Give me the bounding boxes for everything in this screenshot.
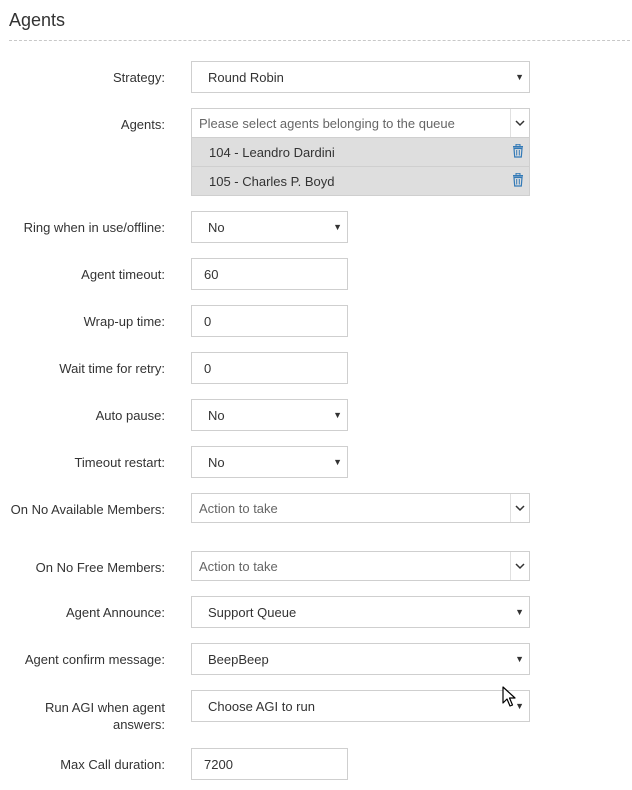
no-available-label: On No Available Members: — [10, 502, 165, 517]
no-free-label: On No Free Members: — [35, 560, 165, 575]
max-call-label: Max Call duration: — [60, 757, 165, 772]
agents-label: Agents: — [120, 117, 165, 132]
timeout-restart-label: Timeout restart: — [74, 455, 165, 470]
auto-pause-label: Auto pause: — [95, 408, 165, 423]
strategy-label: Strategy: — [112, 70, 165, 85]
caret-down-icon: ▼ — [333, 457, 342, 467]
no-free-placeholder: Action to take — [199, 558, 278, 574]
timeout-restart-select[interactable] — [191, 446, 348, 478]
agent-announce-value: Support Queue — [208, 604, 297, 620]
ring-in-use-label: Ring when in use/offline: — [23, 220, 165, 235]
timeout-restart-value: No — [208, 454, 225, 470]
agents-placeholder: Please select agents belonging to the queue — [199, 115, 455, 131]
selected-agent-chip — [192, 166, 529, 195]
auto-pause-value: No — [208, 407, 225, 423]
no-free-select[interactable] — [191, 551, 530, 581]
wait-retry-input[interactable] — [191, 352, 348, 384]
section-title: Agents — [9, 10, 66, 30]
wrapup-time-value: 0 — [204, 313, 212, 329]
no-available-placeholder: Action to take — [199, 500, 278, 516]
agent-confirm-select[interactable] — [191, 643, 530, 675]
no-available-select[interactable] — [191, 493, 530, 523]
max-call-value: 7200 — [204, 756, 233, 772]
agent-confirm-value: BeepBeep — [208, 651, 269, 667]
wrapup-time-input[interactable] — [191, 305, 348, 337]
chevron-down-icon[interactable] — [510, 552, 529, 580]
selected-agent-name: 104 - Leandro Dardini — [209, 144, 335, 160]
caret-down-icon: ▼ — [515, 701, 524, 711]
wrapup-time-label: Wrap-up time: — [83, 314, 165, 329]
ring-in-use-select[interactable] — [191, 211, 348, 243]
run-agi-label: Run AGI when agent answers: — [45, 700, 165, 732]
selected-agent-chip — [192, 137, 529, 166]
strategy-select[interactable] — [191, 61, 530, 93]
agent-announce-select[interactable] — [191, 596, 530, 628]
agent-timeout-label: Agent timeout: — [81, 267, 165, 282]
auto-pause-select[interactable] — [191, 399, 348, 431]
wait-retry-value: 0 — [204, 360, 212, 376]
trash-icon[interactable] — [512, 144, 524, 158]
strategy-value: Round Robin — [208, 69, 284, 85]
caret-down-icon: ▼ — [515, 72, 524, 82]
selected-agents-list — [191, 137, 530, 196]
selected-agent-name: 105 - Charles P. Boyd — [209, 173, 335, 189]
agent-announce-label: Agent Announce: — [65, 605, 165, 620]
ring-in-use-value: No — [208, 219, 225, 235]
mouse-cursor-icon — [502, 686, 516, 708]
caret-down-icon: ▼ — [333, 222, 342, 232]
chevron-down-icon[interactable] — [510, 109, 529, 137]
run-agi-value: Choose AGI to run — [208, 698, 315, 714]
agent-timeout-value: 60 — [204, 266, 219, 282]
caret-down-icon: ▼ — [515, 607, 524, 617]
agent-timeout-input[interactable] — [191, 258, 348, 290]
wait-retry-label: Wait time for retry: — [59, 361, 165, 376]
trash-icon[interactable] — [512, 173, 524, 187]
run-agi-select[interactable] — [191, 690, 530, 722]
agent-confirm-label: Agent confirm message: — [24, 652, 165, 667]
section-divider — [9, 40, 630, 41]
chevron-down-icon[interactable] — [510, 494, 529, 522]
caret-down-icon: ▼ — [333, 410, 342, 420]
max-call-input[interactable] — [191, 748, 348, 780]
caret-down-icon: ▼ — [515, 654, 524, 664]
agents-multiselect[interactable] — [191, 108, 530, 138]
